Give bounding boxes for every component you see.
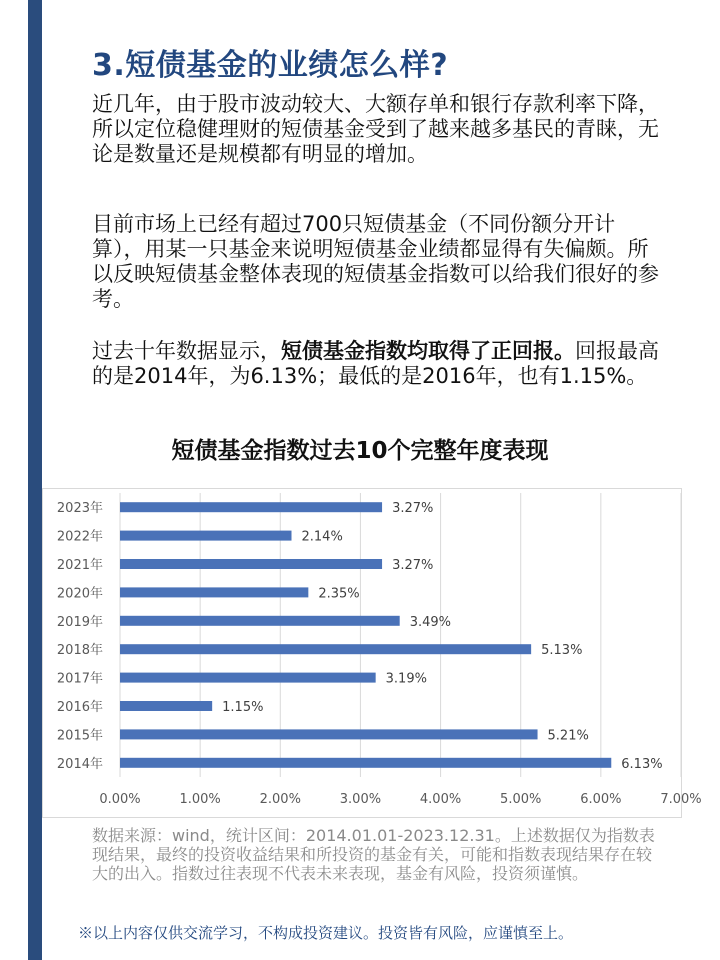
data-label: 5.21% (547, 728, 589, 744)
bar (120, 758, 611, 768)
bar (120, 644, 531, 654)
x-tick-label: 3.00% (339, 792, 382, 807)
x-tick-label: 4.00% (419, 792, 462, 807)
data-label: 1.15% (222, 700, 264, 715)
performance-detail: 回报最高的是2014年，为6.13%；最低的是2016年，也有1.15%。 (92, 339, 659, 388)
bar (120, 587, 308, 597)
bar (120, 701, 212, 711)
bar (120, 559, 382, 569)
category-label: 2017年 (56, 671, 103, 687)
category-label: 2015年 (56, 728, 103, 744)
disclaimer-text: ※以上内容仅供交流学习，不构成投资建议。投资皆有风险，应谨慎至上。 (78, 924, 574, 942)
data-label: 3.49% (409, 614, 452, 630)
x-tick-label: 5.00% (500, 792, 542, 807)
bar (120, 616, 400, 626)
category-label: 2018年 (56, 643, 103, 659)
data-label: 2.14% (301, 529, 343, 545)
data-label: 2.35% (318, 586, 360, 602)
bar-chart (43, 489, 702, 819)
bar (120, 729, 538, 739)
data-label: 3.27% (392, 558, 434, 573)
paragraph-performance (92, 339, 662, 389)
data-label: 6.13% (621, 756, 663, 772)
bar (120, 502, 382, 512)
x-tick-label: 2.00% (259, 792, 301, 807)
category-label: 2019年 (56, 614, 103, 630)
category-label: 2021年 (56, 558, 103, 573)
performance-highlight: 短债基金指数均取得了正回报。 (281, 339, 575, 363)
category-label: 2016年 (56, 700, 103, 715)
paragraph-intro: 近几年，由于股市波动较大、大额存单和银行存款利率下降，所以定位稳健理财的短债基金受到了越来越多基民的青睐，无论是数量还是规模都有明显的增加。 (92, 92, 659, 166)
category-label: 2020年 (56, 586, 103, 602)
x-tick-label: 7.00% (660, 792, 702, 807)
data-label: 3.27% (392, 501, 434, 517)
performance-lead: 过去十年数据显示， (92, 339, 281, 363)
section-title: 3.短债基金的业绩怎么样? (92, 48, 449, 83)
data-label: 5.13% (541, 643, 583, 659)
category-label: 2022年 (56, 529, 103, 545)
x-tick-label: 6.00% (580, 792, 622, 807)
x-tick-label: 1.00% (179, 792, 221, 807)
chart-frame (42, 488, 702, 818)
chart-title: 短债基金指数过去10个完整年度表现 (171, 438, 549, 464)
bar (120, 531, 292, 541)
source-note: 数据来源：wind，统计区间：2014.01.01-2023.12.31。上述数据仅为指数表现结果，最终的投资收益结果和所投资的基金有关，可能和指数表现结果存在较大的出入。指数过往表现不代表未来表现，基金有风险，投资须谨慎。 (92, 826, 655, 883)
data-label: 3.19% (385, 671, 427, 687)
category-label: 2014年 (56, 756, 103, 772)
paragraph-market: 目前市场上已经有超过700只短债基金（不同份额分开计算），用某一只基金来说明短债基金业绩都显得有失偏颇。所以反映短债基金整体表现的短债基金指数可以给我们很好的参考。 (92, 212, 659, 311)
category-label: 2023年 (56, 501, 103, 517)
side-accent-bar (28, 0, 42, 960)
x-tick-label: 0.00% (99, 792, 141, 807)
bar (120, 673, 376, 683)
